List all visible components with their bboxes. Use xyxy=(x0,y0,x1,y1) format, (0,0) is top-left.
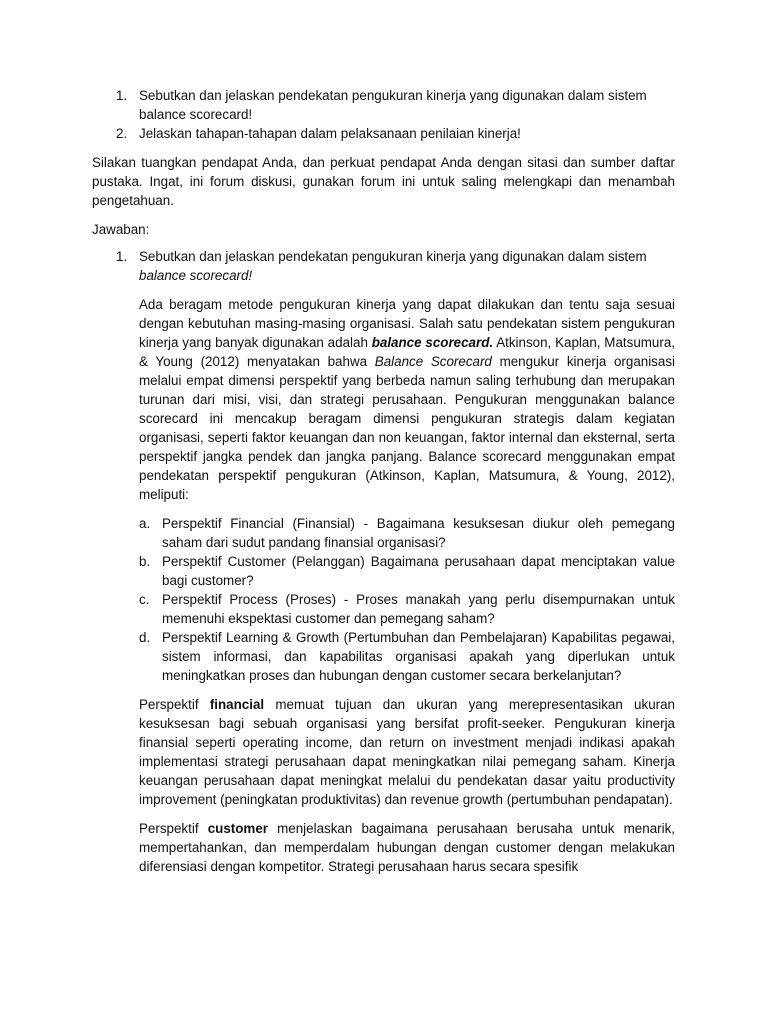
list-text: Perspektif Learning & Growth (Pertumbuhan dan Pembelajaran) Kapabilitas pegawai, sistem informasi, dan kapabilitas organisasi apakah yang diperlukan untuk meningkatkan proses dan hubungan dengan customer secara berkelanjutan? xyxy=(162,630,675,683)
financial-paragraph: Perspektif financial memuat tujuan dan ukuran yang merepresentasikan ukuran kesuksesan bagi sebuah organisasi yang bersifat profit-seeker. Pengukuran kinerja finansial seperti operating income, dan return on investment menjadi indikasi apakah implementasi strategi perusahaan dapat meningkatkan nilai pemegang saham. Kinerja keuangan perusahaan dapat meningkat melalui du pendekatan dasar yaitu productivity improvement (peningkatan produktivitas) dan revenue growth (pertumbuhan pendapatan). xyxy=(139,697,675,807)
intro-paragraph: Ada beragam metode pengukuran kinerja yang dapat dilakukan dan tentu saja sesuai dengan kebutuhan masing-masing organisasi. Salah satu pendekatan sistem pengukuran kinerja yang banyak digunakan adalah balance scorecard. Atkinson, Kaplan, Matsumura, & Young (2012) menyatakan bahwa Balance Scorecard mengukur kinerja organisasi melalui empat dimensi perspektif yang berbeda namun saling terhubung dan merupakan turunan dari misi, visi, dan strategi perusahaan. Pengukuran menggunakan balance scorecard ini mencakup beragam dimensi pengukuran strategis dalam kegiatan organisasi, seperti faktor keuangan dan non keuangan, faktor internal dan eksternal, serta perspektif jangka pendek dan jangka panjang. Balance scorecard menggunakan empat pendekatan perspektif pengukuran (Atkinson, Kaplan, Matsumura, & Young, 2012), meliputi: xyxy=(139,297,675,502)
list-letter: c. xyxy=(139,592,150,607)
list-item xyxy=(139,590,675,628)
customer-paragraph: Perspektif customer menjelaskan bagaimana perusahaan berusaha untuk menarik, mempertahankan, dan memperdalam hubungan dengan customer dengan melakukan diferensiasi dengan kompetitor. Strategi perusahaan harus secara spesifik xyxy=(139,821,676,874)
list-letter: a. xyxy=(139,516,151,531)
list-letter: d. xyxy=(139,630,151,645)
answer-title: Sebutkan dan jelaskan pendekatan pengukuran kinerja yang digunakan dalam sistem balance scorecard! xyxy=(139,249,647,283)
list-text: Perspektif Process (Proses) - Proses manakah yang perlu disempurnakan untuk memenuhi ekspektasi customer dan pemegang saham? xyxy=(162,592,675,626)
question-list xyxy=(92,86,675,143)
question-item xyxy=(92,86,675,124)
question-text: Sebutkan dan jelaskan pendekatan pengukuran kinerja yang digunakan dalam sistem balance scorecard! xyxy=(139,88,647,122)
answer-number: 1. xyxy=(116,249,128,264)
question-number: 1. xyxy=(116,88,128,103)
question-text: Jelaskan tahapan-tahapan dalam pelaksanaan penilaian kinerja! xyxy=(139,126,521,141)
question-item xyxy=(92,124,675,143)
list-letter: b. xyxy=(139,554,151,569)
discussion-instructions: Silakan tuangkan pendapat Anda, dan perkuat pendapat Anda dengan sitasi dan sumber daftar pustaka. Ingat, ini forum diskusi, gunakan forum ini untuk saling melengkapi dan menambah pengetahuan. xyxy=(92,155,675,208)
list-text: Perspektif Customer (Pelanggan) Bagaimana perusahaan dapat menciptakan value bagi customer? xyxy=(162,554,675,588)
list-item xyxy=(139,552,675,590)
answer-heading xyxy=(92,247,675,285)
answer-label: Jawaban: xyxy=(92,222,150,237)
perspective-list xyxy=(139,514,675,685)
list-item xyxy=(139,514,675,552)
question-number: 2. xyxy=(116,126,128,141)
list-text: Perspektif Financial (Finansial) - Bagaimana kesuksesan diukur oleh pemegang saham dari sudut pandang finansial organisasi? xyxy=(162,516,675,550)
list-item xyxy=(139,628,675,685)
